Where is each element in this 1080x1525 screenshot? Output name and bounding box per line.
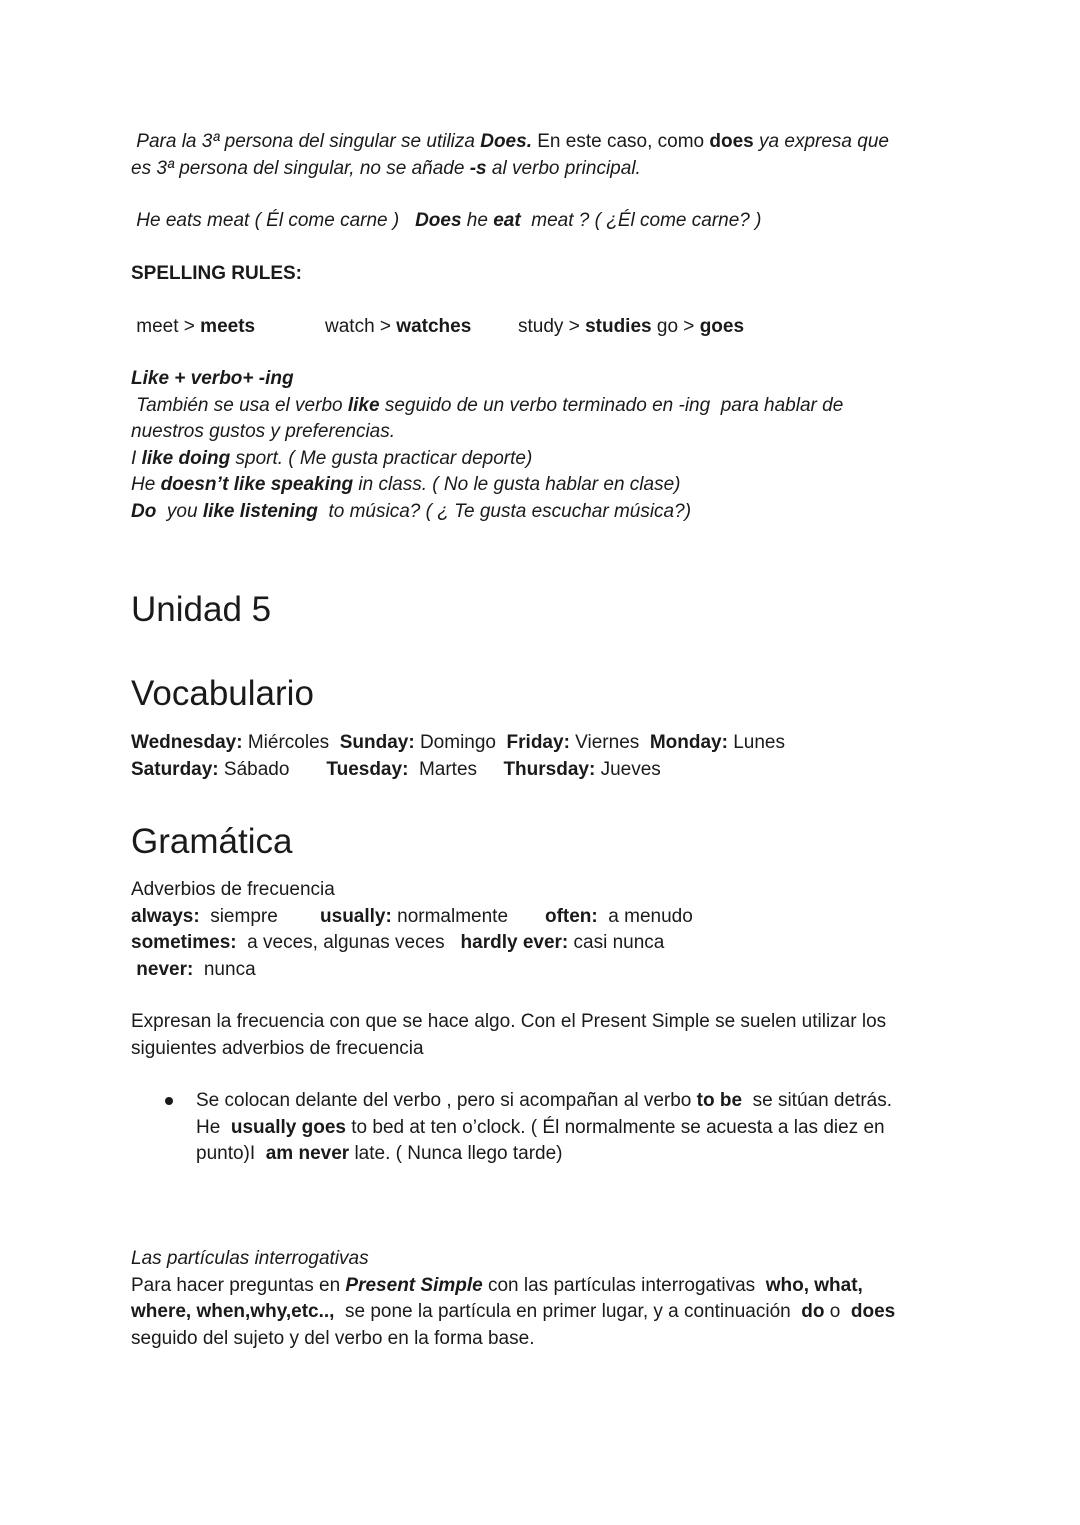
frequency-line-1: Expresan la frecuencia con que se hace algo. Con el Present Simple se suelen utilizar los <box>131 1011 887 1032</box>
interrogative-title: Las partículas interrogativas <box>131 1248 369 1269</box>
position-bullet <box>131 1088 961 1168</box>
spelling-meet: meet > meets <box>131 316 256 337</box>
intro-paragraph <box>131 129 961 182</box>
interrogative-line-2: where, when,why,etc.., se pone la partícula en primer lugar, y a continuación do o does <box>131 1301 896 1322</box>
interrogative-line-1: Para hacer preguntas en Present Simple con las partículas interrogativas who, what, <box>131 1274 863 1296</box>
frequency-line-2: siguientes adverbios de frecuencia <box>131 1037 424 1059</box>
like-section <box>131 366 961 525</box>
vocab-list <box>131 730 961 783</box>
like-line-2: nuestros gustos y preferencias. <box>131 421 396 442</box>
adverbs-subtitle: Adverbios de frecuencia <box>131 879 335 900</box>
example-line: He eats meat ( Él come carne ) Does he eat meat ? ( ¿Él come carne? ) <box>131 210 762 231</box>
bullet-line-3: punto)I am never late. ( Nunca llego tarde) <box>196 1143 563 1164</box>
bullet-line-1: Se colocan delante del verbo , pero si acompañan al verbo to be se sitúan detrás. <box>196 1090 893 1111</box>
bullet-line-2: He usually goes to bed at ten o’clock. ( Él normalmente se acuesta a las diez en <box>196 1116 885 1138</box>
like-title: Like + verbo+ -ing <box>131 368 294 389</box>
intro-line-1: Para la 3ª persona del singular se utiliza Does. En este caso, como does ya expresa que <box>131 131 889 152</box>
adverbs-list <box>131 877 961 983</box>
like-line-5: Do you like listening to música? ( ¿ Te gusta escuchar música?) <box>131 500 692 522</box>
spelling-examples <box>131 314 961 341</box>
adverbs-row-2: sometimes: a veces, algunas veces hardly ever: casi nunca <box>131 932 665 953</box>
vocab-row-1: Wednesday: Miércoles Sunday: Domingo Friday: Viernes Monday: Lunes <box>131 732 785 753</box>
unit-heading: Unidad 5 <box>131 590 272 629</box>
spelling-watch: watch > watches <box>325 316 472 337</box>
vocab-heading: Vocabulario <box>131 674 314 713</box>
like-line-3: I like doing sport. ( Me gusta practicar deporte) <box>131 447 533 469</box>
spelling-title: SPELLING RULES: <box>131 263 303 284</box>
interrogative-line-3: seguido del sujeto y del verbo en la forma base. <box>131 1327 535 1349</box>
adverbs-row-1: always: siempre usually: normalmente often: a menudo <box>131 905 693 927</box>
interrogative-section <box>131 1246 961 1352</box>
bullet-icon <box>165 1097 173 1105</box>
bullet-text <box>196 1088 961 1168</box>
adverbs-row-3: never: nunca <box>131 958 256 980</box>
intro-line-2: es 3ª persona del singular, no se añade -s al verbo principal. <box>131 157 641 179</box>
like-line-1: También se usa el verbo like seguido de un verbo terminado en -ing para hablar de <box>131 394 844 416</box>
grammar-heading: Gramática <box>131 822 293 861</box>
frequency-paragraph <box>131 1009 961 1062</box>
vocab-row-2: Saturday: Sábado Tuesday: Martes Thursday: Jueves <box>131 758 661 780</box>
spelling-study-go: study > studies go > goes <box>518 316 745 337</box>
like-line-4: He doesn’t like speaking in class. ( No le gusta hablar en clase) <box>131 474 681 495</box>
